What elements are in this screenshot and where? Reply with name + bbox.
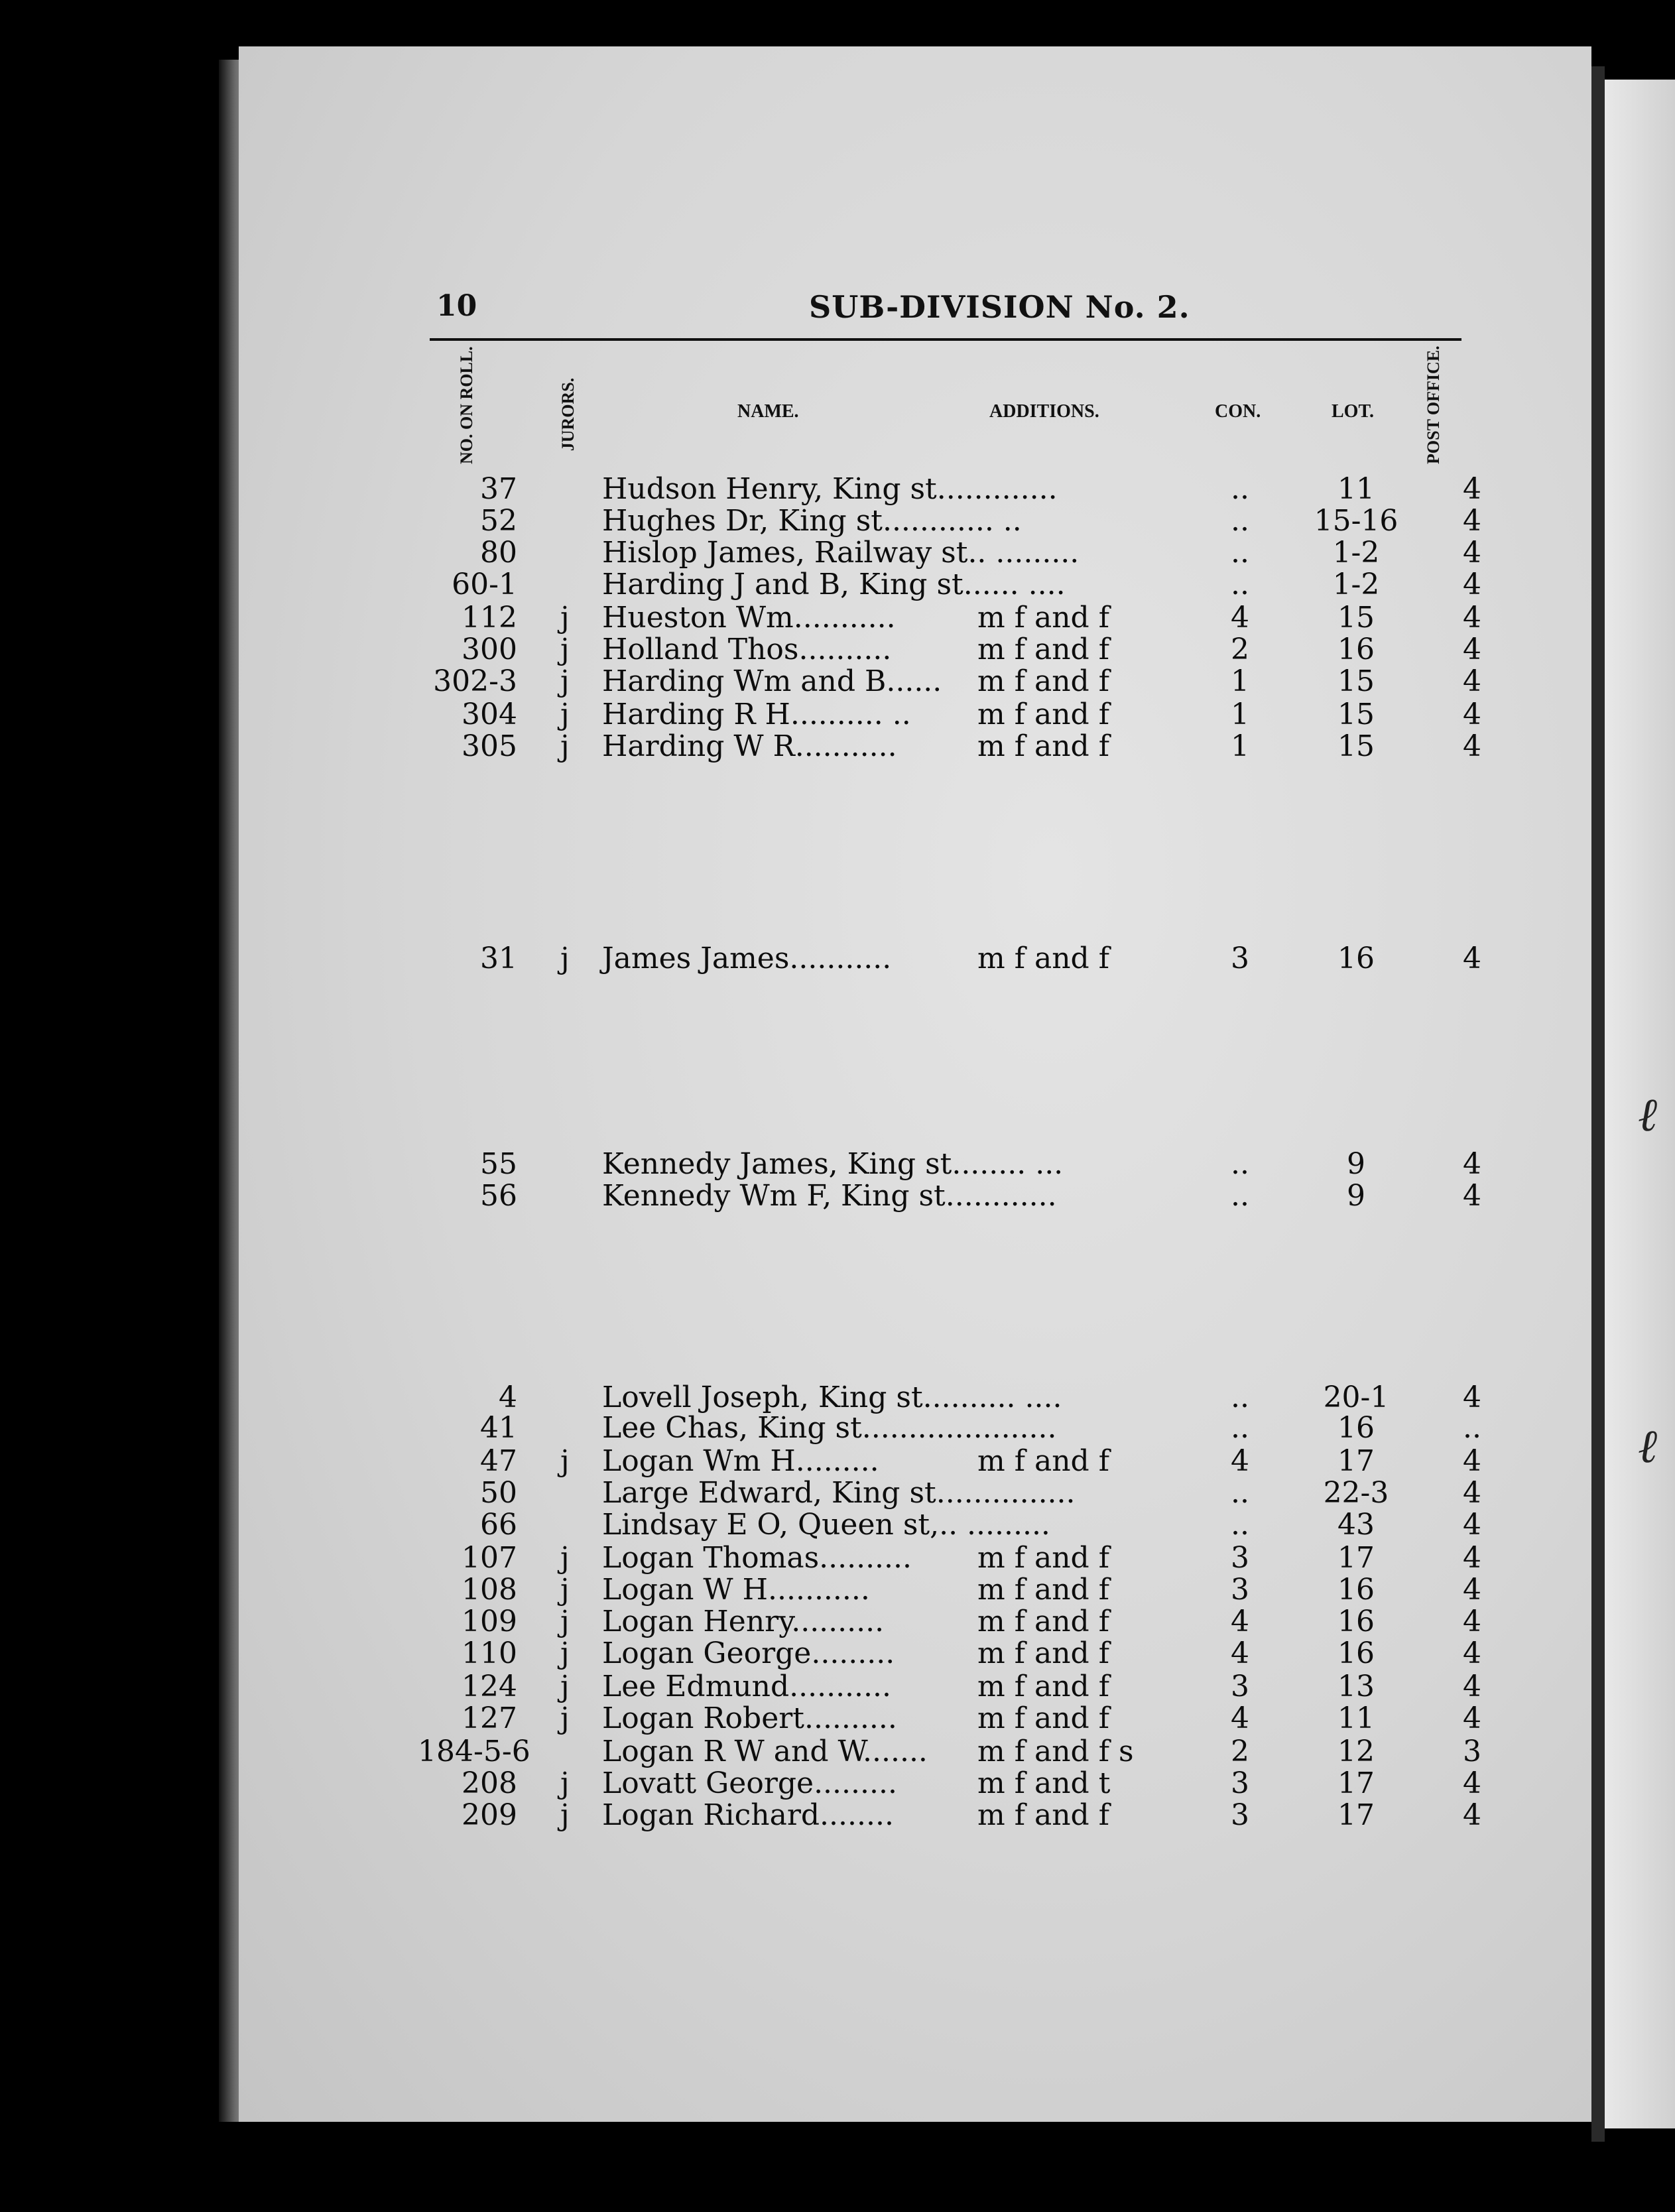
resident-name: James James........... — [602, 942, 892, 975]
post-office: 4 — [1463, 1381, 1481, 1414]
juror-mark: j — [560, 698, 570, 731]
resident-name: Lee Edmund........... — [602, 1670, 891, 1703]
column-header-additions: ADDITIONS. — [989, 401, 1099, 422]
additions: m f and t — [977, 1766, 1111, 1800]
roll-number: 55 — [480, 1147, 517, 1181]
roll-number: 80 — [480, 536, 517, 570]
lot-number: 16 — [1337, 942, 1375, 975]
column-header-jurors: JURORS. — [558, 377, 578, 452]
resident-name: Logan Thomas.......... — [602, 1541, 912, 1575]
juror-mark: j — [560, 1444, 570, 1478]
lot-number: 15 — [1337, 698, 1375, 731]
additions: m f and f — [977, 664, 1109, 698]
concession: 1 — [1231, 698, 1249, 731]
table-row — [0, 1701, 1675, 1735]
resident-name: Harding J and B, King st...... .... — [602, 568, 1066, 601]
juror-mark: j — [560, 1766, 570, 1800]
resident-name: Logan Robert.......... — [602, 1701, 897, 1735]
additions: m f and f — [977, 729, 1109, 763]
lot-number: 16 — [1337, 1605, 1375, 1638]
column-header-con: CON. — [1215, 401, 1261, 422]
additions: m f and f — [977, 1701, 1109, 1735]
post-office: 4 — [1463, 633, 1481, 666]
additions: m f and f — [977, 1670, 1109, 1703]
resident-name: Hudson Henry, King st............. — [602, 472, 1058, 506]
roll-number: 300 — [462, 633, 517, 666]
resident-name: Lovatt George......... — [602, 1766, 897, 1800]
post-office: 4 — [1463, 1798, 1481, 1832]
post-office: 4 — [1463, 536, 1481, 570]
roll-number: 50 — [480, 1476, 517, 1510]
juror-mark: j — [560, 1541, 570, 1575]
concession: 3 — [1231, 1573, 1249, 1607]
column-header-name: NAME. — [737, 401, 799, 422]
additions: m f and f — [977, 601, 1109, 635]
post-office: 4 — [1463, 504, 1481, 538]
lot-number: 1-2 — [1332, 568, 1380, 601]
margin-handwriting-mark: ℓ — [1638, 1087, 1658, 1142]
roll-number: 52 — [480, 504, 517, 538]
concession: 4 — [1231, 601, 1249, 635]
post-office: 4 — [1463, 1179, 1481, 1213]
roll-number: 112 — [462, 601, 517, 635]
resident-name: Logan Henry.......... — [602, 1605, 885, 1638]
concession: 3 — [1231, 942, 1249, 975]
concession: .. — [1231, 472, 1249, 506]
juror-mark: j — [560, 1636, 570, 1670]
post-office: 4 — [1463, 472, 1481, 506]
post-office: 4 — [1463, 698, 1481, 731]
concession: .. — [1231, 1179, 1249, 1213]
roll-number: 305 — [462, 729, 517, 763]
roll-number: 56 — [480, 1179, 517, 1213]
resident-name: Harding R H.......... .. — [602, 698, 911, 731]
resident-name: Kennedy Wm F, King st............ — [602, 1179, 1057, 1213]
resident-name: Lovell Joseph, King st.......... .... — [602, 1381, 1062, 1414]
juror-mark: j — [560, 1798, 570, 1832]
roll-number: 127 — [462, 1701, 517, 1735]
concession: 2 — [1231, 633, 1249, 666]
concession: .. — [1231, 504, 1249, 538]
margin-handwriting-mark: ℓ — [1638, 1419, 1658, 1473]
juror-mark: j — [560, 1670, 570, 1703]
resident-name: Logan W H........... — [602, 1573, 870, 1607]
post-office: .. — [1463, 1411, 1481, 1445]
roll-number: 209 — [462, 1798, 517, 1832]
additions: m f and f — [977, 1541, 1109, 1575]
resident-name: Large Edward, King st............... — [602, 1476, 1076, 1510]
post-office: 4 — [1463, 664, 1481, 698]
juror-mark: j — [560, 1701, 570, 1735]
resident-name: Logan R W and W....... — [602, 1735, 928, 1768]
roll-number: 66 — [480, 1508, 517, 1542]
lot-number: 16 — [1337, 633, 1375, 666]
table-row — [0, 942, 1675, 975]
concession: 4 — [1231, 1605, 1249, 1638]
resident-name: Logan George......... — [602, 1636, 895, 1670]
post-office: 4 — [1463, 1636, 1481, 1670]
resident-name: Hueston Wm........... — [602, 601, 896, 635]
roll-number: 107 — [462, 1541, 517, 1575]
juror-mark: j — [560, 664, 570, 698]
lot-number: 15 — [1337, 601, 1375, 635]
table-row — [0, 1476, 1675, 1509]
lot-number: 1-2 — [1332, 536, 1380, 570]
concession: 3 — [1231, 1670, 1249, 1703]
table-row — [0, 1573, 1675, 1606]
lot-number: 15-16 — [1314, 504, 1398, 538]
resident-name: Harding W R........... — [602, 729, 897, 763]
additions: m f and f s — [977, 1735, 1134, 1768]
post-office: 4 — [1463, 1508, 1481, 1542]
lot-number: 9 — [1347, 1179, 1365, 1213]
post-office: 4 — [1463, 1444, 1481, 1478]
concession: .. — [1231, 1411, 1249, 1445]
roll-number: 304 — [462, 698, 517, 731]
additions: m f and f — [977, 1573, 1109, 1607]
concession: .. — [1231, 1381, 1249, 1414]
juror-mark: j — [560, 1573, 570, 1607]
resident-name: Hislop James, Railway st.. ......... — [602, 536, 1080, 570]
additions: m f and f — [977, 633, 1109, 666]
table-row — [0, 1508, 1675, 1541]
roll-number: 108 — [462, 1573, 517, 1607]
column-header-roll: NO. ON ROLL. — [457, 346, 476, 464]
resident-name: Holland Thos.......... — [602, 633, 892, 666]
table-row — [0, 1605, 1675, 1638]
roll-number: 4 — [499, 1381, 517, 1414]
post-office: 4 — [1463, 1605, 1481, 1638]
lot-number: 20-1 — [1323, 1381, 1389, 1414]
post-office: 4 — [1463, 1766, 1481, 1800]
concession: 4 — [1231, 1701, 1249, 1735]
lot-number: 12 — [1337, 1735, 1375, 1768]
juror-mark: j — [560, 633, 570, 666]
concession: 1 — [1231, 729, 1249, 763]
roll-number: 184-5-6 — [418, 1735, 530, 1768]
resident-name: Logan Wm H......... — [602, 1444, 879, 1478]
post-office: 4 — [1463, 1670, 1481, 1703]
roll-number: 37 — [480, 472, 517, 506]
concession: .. — [1231, 536, 1249, 570]
table-row — [0, 1766, 1675, 1800]
post-office: 4 — [1463, 601, 1481, 635]
resident-name: Harding Wm and B...... — [602, 664, 942, 698]
header-rule — [430, 338, 1461, 341]
lot-number: 15 — [1337, 729, 1375, 763]
column-header-post-office: POST OFFICE. — [1424, 345, 1443, 464]
page-number: 10 — [436, 289, 477, 323]
roll-number: 124 — [462, 1670, 517, 1703]
lot-number: 17 — [1337, 1444, 1375, 1478]
concession: .. — [1231, 1147, 1249, 1181]
concession: .. — [1231, 1476, 1249, 1510]
concession: 4 — [1231, 1444, 1249, 1478]
post-office: 3 — [1463, 1735, 1481, 1768]
additions: m f and f — [977, 1444, 1109, 1478]
table-row — [0, 1798, 1675, 1831]
roll-number: 60-1 — [452, 568, 517, 601]
table-row — [0, 601, 1675, 634]
post-office: 4 — [1463, 942, 1481, 975]
table-row — [0, 568, 1675, 601]
table-row — [0, 664, 1675, 698]
table-row — [0, 472, 1675, 505]
juror-mark: j — [560, 729, 570, 763]
table-row — [0, 1541, 1675, 1574]
lot-number: 11 — [1337, 472, 1375, 506]
page-title: SUB-DIVISION No. 2. — [809, 289, 1190, 325]
additions: m f and f — [977, 942, 1109, 975]
table-row — [0, 1411, 1675, 1444]
post-office: 4 — [1463, 1147, 1481, 1181]
concession: 3 — [1231, 1766, 1249, 1800]
table-row — [0, 698, 1675, 731]
post-office: 4 — [1463, 1701, 1481, 1735]
table-row — [0, 1147, 1675, 1180]
juror-mark: j — [560, 942, 570, 975]
table-row — [0, 633, 1675, 666]
lot-number: 43 — [1337, 1508, 1375, 1542]
concession: .. — [1231, 1508, 1249, 1542]
table-row — [0, 504, 1675, 537]
resident-name: Logan Richard........ — [602, 1798, 894, 1832]
post-office: 4 — [1463, 1573, 1481, 1607]
resident-name: Hughes Dr, King st............ .. — [602, 504, 1022, 538]
lot-number: 17 — [1337, 1798, 1375, 1832]
concession: 3 — [1231, 1798, 1249, 1832]
additions: m f and f — [977, 1605, 1109, 1638]
roll-number: 41 — [480, 1411, 517, 1445]
resident-name: Lindsay E O, Queen st,.. ......... — [602, 1508, 1050, 1542]
column-header-lot: LOT. — [1332, 401, 1375, 422]
lot-number: 13 — [1337, 1670, 1375, 1703]
table-row — [0, 1381, 1675, 1414]
resident-name: Kennedy James, King st........ ... — [602, 1147, 1064, 1181]
concession: .. — [1231, 568, 1249, 601]
lot-number: 22-3 — [1323, 1476, 1389, 1510]
resident-name: Lee Chas, King st..................... — [602, 1411, 1057, 1445]
concession: 1 — [1231, 664, 1249, 698]
page-header — [431, 286, 1465, 333]
post-office: 4 — [1463, 1476, 1481, 1510]
lot-number: 15 — [1337, 664, 1375, 698]
post-office: 4 — [1463, 729, 1481, 763]
lot-number: 9 — [1347, 1147, 1365, 1181]
post-office: 4 — [1463, 568, 1481, 601]
table-row — [0, 1670, 1675, 1703]
roll-number: 302-3 — [433, 664, 517, 698]
roll-number: 109 — [462, 1605, 517, 1638]
additions: m f and f — [977, 1636, 1109, 1670]
post-office: 4 — [1463, 1541, 1481, 1575]
lot-number: 11 — [1337, 1701, 1375, 1735]
additions: m f and f — [977, 1798, 1109, 1832]
table-row — [0, 1636, 1675, 1670]
roll-number: 31 — [480, 942, 517, 975]
lot-number: 16 — [1337, 1411, 1375, 1445]
table-row — [0, 1179, 1675, 1212]
table-row — [0, 1735, 1675, 1768]
additions: m f and f — [977, 698, 1109, 731]
table-row — [0, 729, 1675, 763]
roll-number: 47 — [480, 1444, 517, 1478]
roll-number: 110 — [462, 1636, 517, 1670]
concession: 4 — [1231, 1636, 1249, 1670]
lot-number: 17 — [1337, 1541, 1375, 1575]
lot-number: 16 — [1337, 1573, 1375, 1607]
lot-number: 17 — [1337, 1766, 1375, 1800]
juror-mark: j — [560, 601, 570, 635]
concession: 2 — [1231, 1735, 1249, 1768]
concession: 3 — [1231, 1541, 1249, 1575]
juror-mark: j — [560, 1605, 570, 1638]
table-row — [0, 536, 1675, 569]
roll-number: 208 — [462, 1766, 517, 1800]
table-row — [0, 1444, 1675, 1477]
lot-number: 16 — [1337, 1636, 1375, 1670]
